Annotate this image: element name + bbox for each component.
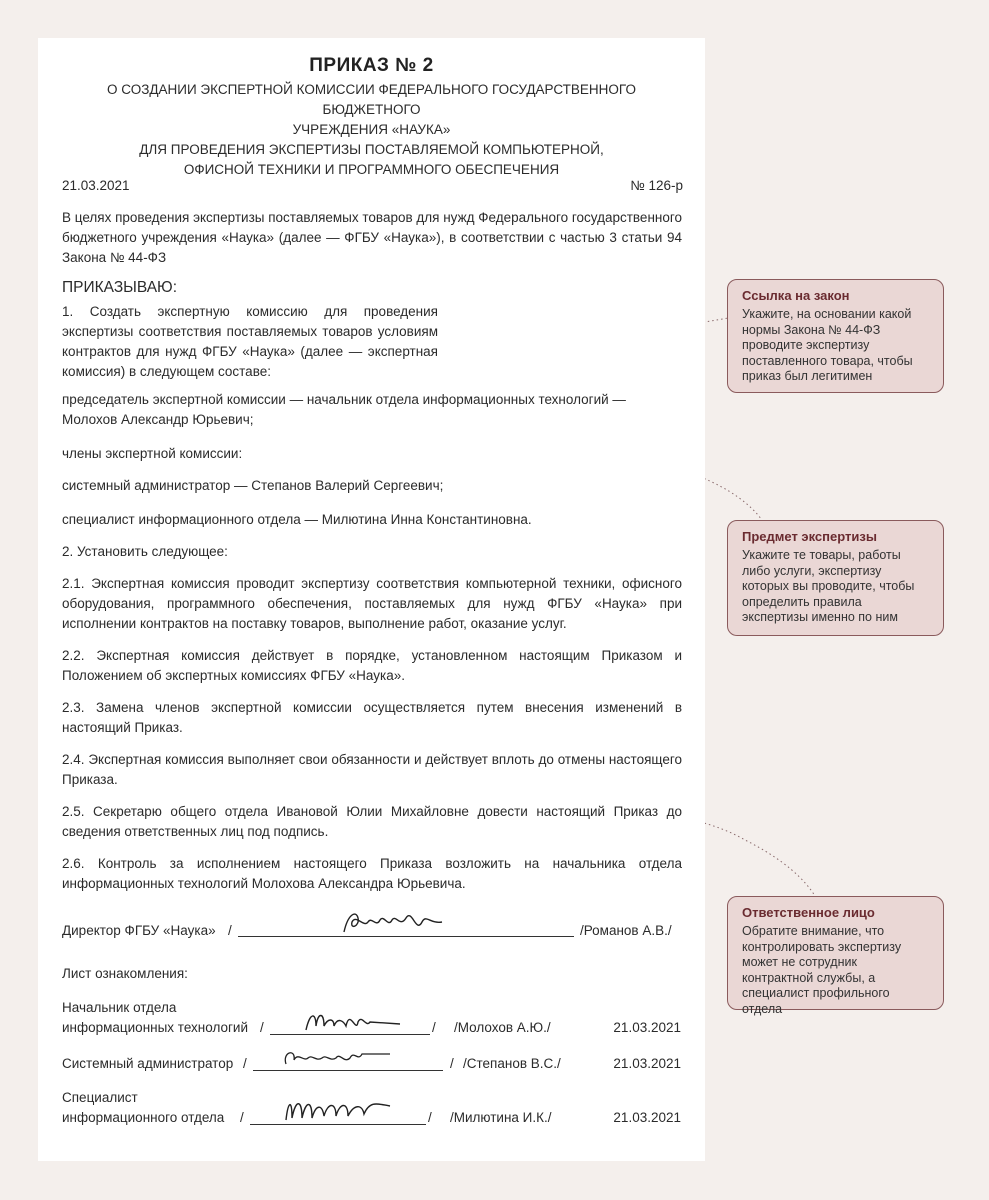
director-name: /Романов А.В./ — [580, 923, 672, 938]
note-text: Обратите внимание, что контролировать экспертизу может не сотрудник контрактной службы, а специалист профильного отдела — [742, 924, 902, 1016]
director-label: Директор ФГБУ «Наука» — [62, 923, 216, 938]
signer-position: Специалист информационного отдела — [62, 1090, 225, 1125]
item-2-5: 2.5. Секретарю общего отдела Ивановой Юлии Михайловне довести настоящий Приказ до сведения ответственных лиц под подпись. — [62, 804, 682, 839]
item-2-4: 2.4. Экспертная комиссия выполняет свои обязанности и действует вплоть до отмены настоящего Приказа. — [62, 752, 682, 787]
order-number: № 126-р — [630, 178, 683, 193]
subtitle-line: О СОЗДАНИИ ЭКСПЕРТНОЙ КОМИССИИ ФЕДЕРАЛЬНОГО ГОСУДАРСТВЕННОГО БЮДЖЕТНОГО — [107, 82, 636, 117]
item-2-3: 2.3. Замена членов экспертной комиссии осуществляется путем внесения изменений в настоящий Приказ. — [62, 700, 682, 735]
order-subtitle — [58, 80, 685, 180]
members-label: члены экспертной комиссии: — [62, 446, 243, 461]
item-2: 2. Установить следующее: — [62, 544, 228, 559]
signer-signature — [278, 1090, 398, 1126]
member-1: системный администратор — Степанов Валерий Сергеевич; — [62, 478, 444, 493]
signer-name: /Молохов А.Ю./ — [454, 1020, 551, 1035]
director-signature — [338, 904, 448, 938]
signer-signature — [278, 1042, 398, 1072]
item-2-2: 2.2. Экспертная комиссия действует в порядке, установленном настоящим Приказом и Положением об экспертных комиссиях ФГБУ «Наука». — [62, 648, 682, 683]
document-page: ПРИКАЗ № 2 О СОЗДАНИИ ЭКСПЕРТНОЙ КОМИССИИ ФЕДЕРАЛЬНОГО ГОСУДАРСТВЕННОГО БЮДЖЕТНОГО УЧРЕЖДЕНИЯ «НАУКА» ДЛЯ ПРОВЕДЕНИЯ ЭКСПЕРТИЗЫ ПОСТАВЛЯЕМОЙ КОМПЬЮТЕРНОЙ, ОФИСНОЙ ТЕХНИКИ И ПРОГРАММНОГО ОБЕСПЕЧЕНИЯ 21.03.2021 № 126-р В целях проведения экспертизы поставляемых товаров для нужд Федерального государственного бюджетного учреждения «Наука» (далее — ФГБУ «Наука»), в соответствии с частью 3 статьи 94 Закона № 44-ФЗ ПРИКАЗЫВАЮ: 1. Создать экспертную комиссию для проведения экспертизы соответствия поставляемых товаров условиям контрактов для нужд ФГБУ «Наука» (далее — экспертная комиссия) в следующем составе: председатель экспертной комиссии — начальник отдела информационных технологий — Молохов Александр Юрьевич; члены экспертной комиссии: системный администратор — Степанов Валерий Сергеевич; специалист информационного отдела — Милютина Инна Константиновна. 2. Установить следующее: 2.1. Экспертная комиссия проводит экспертизу соответствия компьютерной техники, офисного оборудования, программного обеспечения, поставляемых для нужд ФГБУ «Наука» при исполнении контрактов на поставку товаров, выполнение работ, оказание услуг. 2.2. Экспертная комиссия действует в порядке, установленном настоящим Приказом и Положением об экспертных комиссиях ФГБУ «Наука». 2.3. Замена членов экспертной комиссии осуществляется путем внесения изменений в настоящий Приказ. 2.4. Экспертная комиссия выполняет свои обязанности и действует вплоть до отмены настоящего Приказа. 2.5. Секретарю общего отдела Ивановой Юлии Михайловне довести настоящий Приказ до сведения ответственных лиц под подпись. 2.6. Контроль за исполнением настоящего Приказа возложить на начальника отдела информационных технологий Молохова Александра Юрьевича. Директор ФГБУ «Наука» / /Романов А.В./ Лист ознакомления: Начальник отдела информационных технологий / / /Молохов А.Ю./ 21.03.2021 Системный администратор / / /Степанов В.С./ 21.03.2021 Специалист информационного отдела / / /Милютина И.К./ 21.03.2021 — [38, 38, 705, 1161]
signer-name: /Милютина И.К./ — [450, 1110, 552, 1125]
note-title: Ссылка на закон — [742, 288, 850, 303]
item-2-1: 2.1. Экспертная комиссия проводит экспертизу соответствия компьютерной техники, офисного оборудования, программного обеспечения, поставляемых для нужд ФГБУ «Наука» при исполнении контрактов на поставку товаров, выполнение работ, оказание услуг. — [62, 576, 682, 631]
order-date: 21.03.2021 — [62, 178, 130, 193]
signer-position: Начальник отдела информационных технологий — [62, 1000, 249, 1035]
note-responsible-person — [727, 896, 944, 1016]
note-examination-subject — [727, 520, 944, 636]
signer-signature — [300, 1004, 410, 1038]
member-2: специалист информационного отдела — Милютина Инна Константиновна. — [62, 512, 532, 527]
order-title: ПРИКАЗ № 2 — [309, 55, 434, 76]
chairman: председатель экспертной комиссии — начальник отдела информационных технологий — Молохов Александр Юрьевич; — [62, 392, 626, 427]
signer-date: 21.03.2021 — [613, 1110, 681, 1125]
note-text: Укажите, на основании какой нормы Закона № 44-ФЗ проводите экспертизу поставленного товара, чтобы приказ был легитимен — [742, 307, 913, 383]
signer-date: 21.03.2021 — [613, 1056, 681, 1071]
signer-date: 21.03.2021 — [613, 1020, 681, 1035]
signer-name: /Степанов В.С./ — [463, 1056, 561, 1071]
signer-position: Системный администратор — [62, 1056, 234, 1071]
order-heading: ПРИКАЗЫВАЮ: — [62, 279, 178, 296]
note-text: Укажите те товары, работы либо услуги, экспертизу которых вы проводите, чтобы определить правила экспертизы именно по ним — [742, 548, 915, 624]
note-title: Ответственное лицо — [742, 905, 875, 920]
subtitle-line: ОФИСНОЙ ТЕХНИКИ И ПРОГРАММНОГО ОБЕСПЕЧЕНИЯ — [183, 162, 560, 177]
item-2-6: 2.6. Контроль за исполнением настоящего Приказа возложить на начальника отдела информационных технологий Молохова Александра Юрьевича. — [62, 856, 682, 891]
note-title: Предмет экспертизы — [742, 529, 877, 544]
item-1: 1. Создать экспертную комиссию для проведения экспертизы соответствия поставляемых товаров условиям контрактов для нужд ФГБУ «Наука» (далее — экспертная комиссия) в следующем составе: — [62, 304, 438, 379]
acquaintance-label: Лист ознакомления: — [62, 966, 188, 981]
note-law-reference — [727, 279, 944, 393]
preamble: В целях проведения экспертизы поставляемых товаров для нужд Федерального государственного бюджетного учреждения «Наука» (далее — ФГБУ «Наука»), в соответствии с частью 3 статьи 94 Закона № 44-ФЗ — [62, 210, 682, 265]
subtitle-line: ДЛЯ ПРОВЕДЕНИЯ ЭКСПЕРТИЗЫ ПОСТАВЛЯЕМОЙ КОМПЬЮТЕРНОЙ, — [139, 142, 604, 157]
subtitle-line: УЧРЕЖДЕНИЯ «НАУКА» — [292, 122, 451, 137]
